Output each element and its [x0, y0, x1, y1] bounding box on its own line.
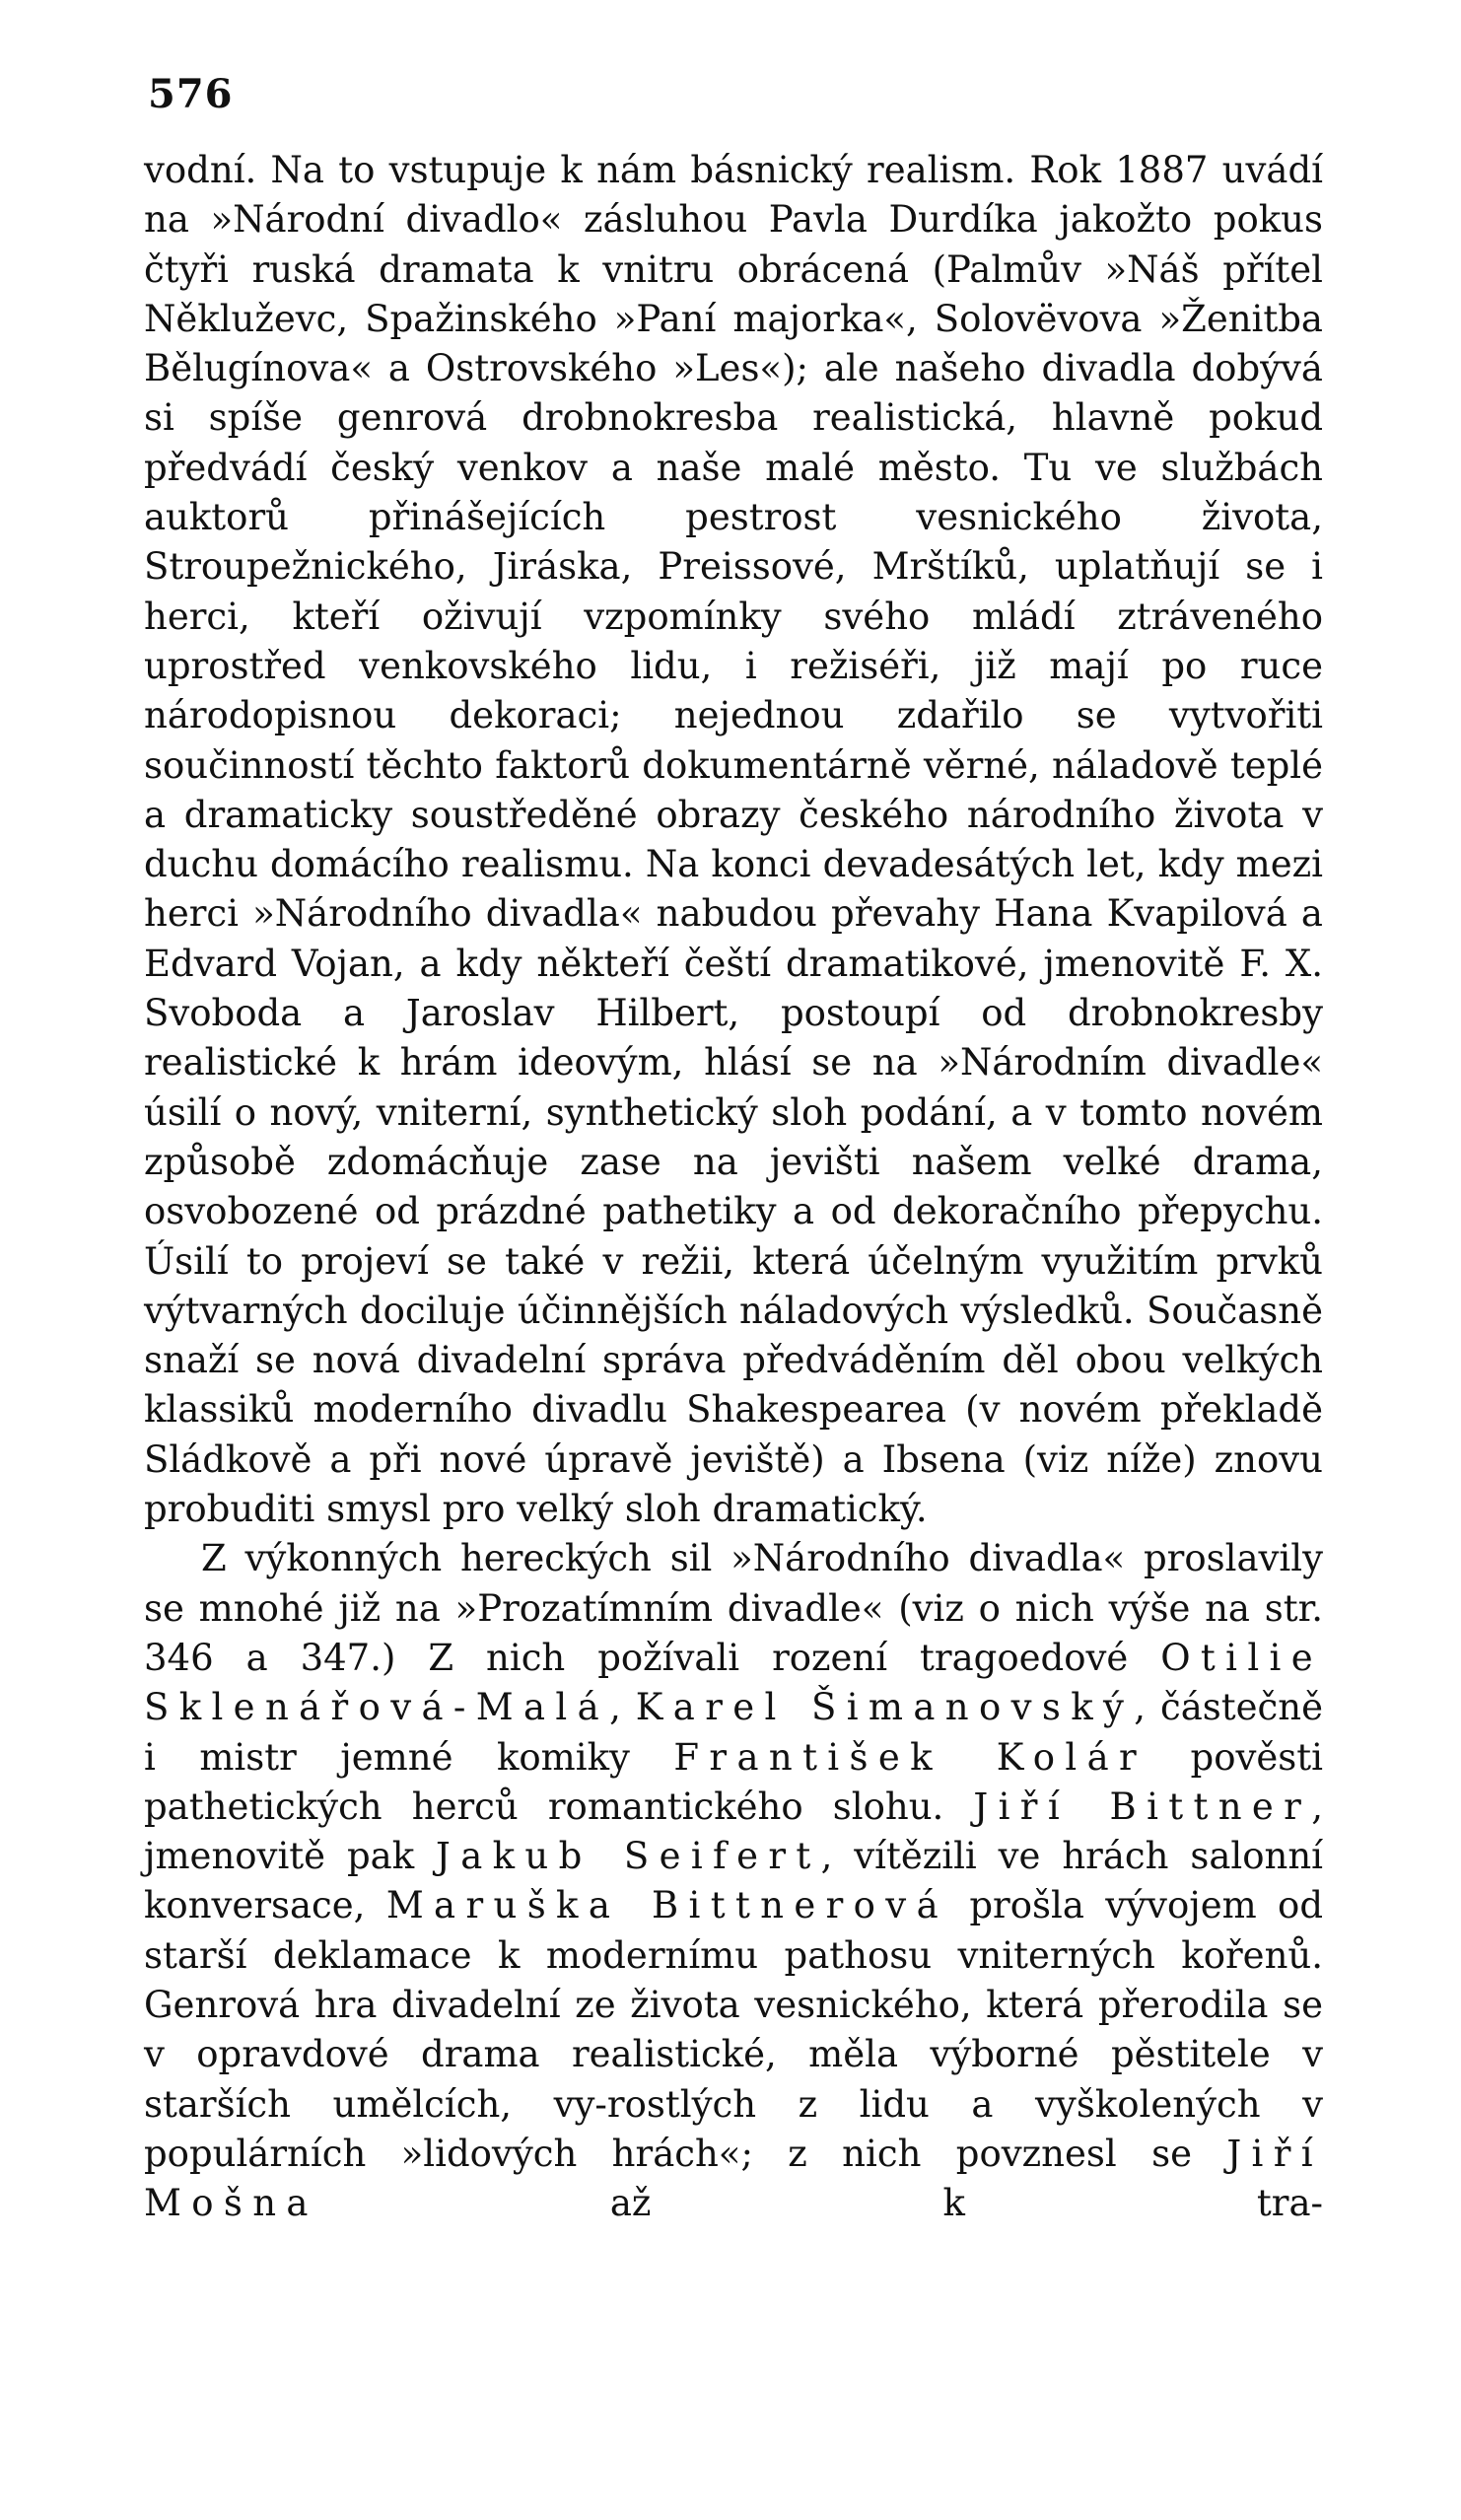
- paragraph-2-text: prošla vývojem od starší deklamace k modernímu pathosu vniterných kořenů. Genrová hra divadelní ze života vesnického, která přerodila se v opravdové drama realistické, měla výborné pěstitele v starších umělcích, vy-rostlých z lidu a vyškolených v populárních »lidových hrách«; z nich povznesl se: [144, 1884, 1324, 2175]
- paragraph-2-text: ,: [609, 1686, 636, 1729]
- actor-name-simanovsky: Karel Šimanovský: [635, 1686, 1135, 1729]
- body-text: [144, 146, 1323, 2228]
- paragraph-2-text: Z výkonných hereckých sil »Národního divadla« proslavily se mnohé již na »Prozatímním divadle« (viz o nich výše na str. 346 a 347.) Z nich požívali rození tragoedové: [144, 1537, 1323, 1679]
- paragraph-2-text: pověsti pathetických herců romantického slohu.: [144, 1735, 1323, 1828]
- paragraph-2-text: , jmenovitě pak: [144, 1785, 1323, 1878]
- actor-name-mosna: Jiří Mošna: [144, 2132, 1323, 2225]
- paragraph-1: vodní. Na to vstupuje k nám básnický realism. Rok 1887 uvádí na »Národní divadlo« zásluhou Pavla Durdíka jakožto pokus čtyři ruská dramata k vnitru obrácená (Palmův »Náš přítel Někluževc, Spažinského »Paní majorka«, Solovëvova »Ženitba Bělugínova« a Ostrovského »Les«); ale našeho divadla dobývá si spíše genrová drobnokresba realistická, hlavně pokud předvádí český venkov a naše malé město. Tu ve službách auktorů přinášejících pestrost vesnického života, Stroupežnického, Jiráska, Preissové, Mrštíků, uplatňují se i herci, kteří oživují vzpomínky svého mládí ztráveného uprostřed venkovského lidu, i režiséři, již mají po ruce národopisnou dekoraci; nejednou zdařilo se vytvořiti součinností těchto faktorů dokumentárně věrné, náladově teplé a dramaticky soustředěné obrazy českého národního života v duchu domácího realismu. Na konci devadesátých let, kdy mezi herci »Národního divadla« nabudou převahy Hana Kvapilová a Edvard Vojan, a kdy někteří čeští dramatikové, jmenovitě F. X. Svoboda a Jaroslav Hilbert, postoupí od drobnokresby realistické k hrám ideovým, hlásí se na »Národním divadle« úsilí o nový, vniterní, synthetický sloh podání, a v tomto novém způsobě zdomácňuje zase na jevišti našem velké drama, osvobozené od prázdné pathetiky a od dekoračního přepychu. Úsilí to projeví se také v režii, která účelným využitím prvků výtvarných dociluje účinnějších náladových výsledků. Současně snaží se nová divadelní správa předváděním děl obou velkých klassiků moderního divadlu Shakespearea (v novém překladě Sládkově a při nové úpravě jeviště) a Ibsena (viz níže) znovu probuditi smysl pro velký sloh dramatický.: [144, 149, 1323, 1531]
- paragraph-2: [144, 1534, 1323, 2228]
- actor-name-bittner: Jiří Bittner: [973, 1785, 1312, 1828]
- actor-name-seifert: Jakub Seifert: [436, 1835, 821, 1878]
- actor-name-sklenarova-mala: Otilie Sklenářová-Malá: [144, 1636, 1323, 1729]
- actor-name-kolar: František Kolár: [673, 1735, 1148, 1779]
- actor-name-bittnerova: Maruška Bittnerová: [385, 1884, 948, 1927]
- paragraph-2-text: , vítězili ve hrách salonní konversace,: [144, 1835, 1323, 1927]
- paragraph-2-text: až k tra-: [317, 2182, 1323, 2225]
- page-number: 576: [148, 71, 234, 117]
- paragraph-2-text: , částečně i mistr jemné komiky: [144, 1686, 1323, 1779]
